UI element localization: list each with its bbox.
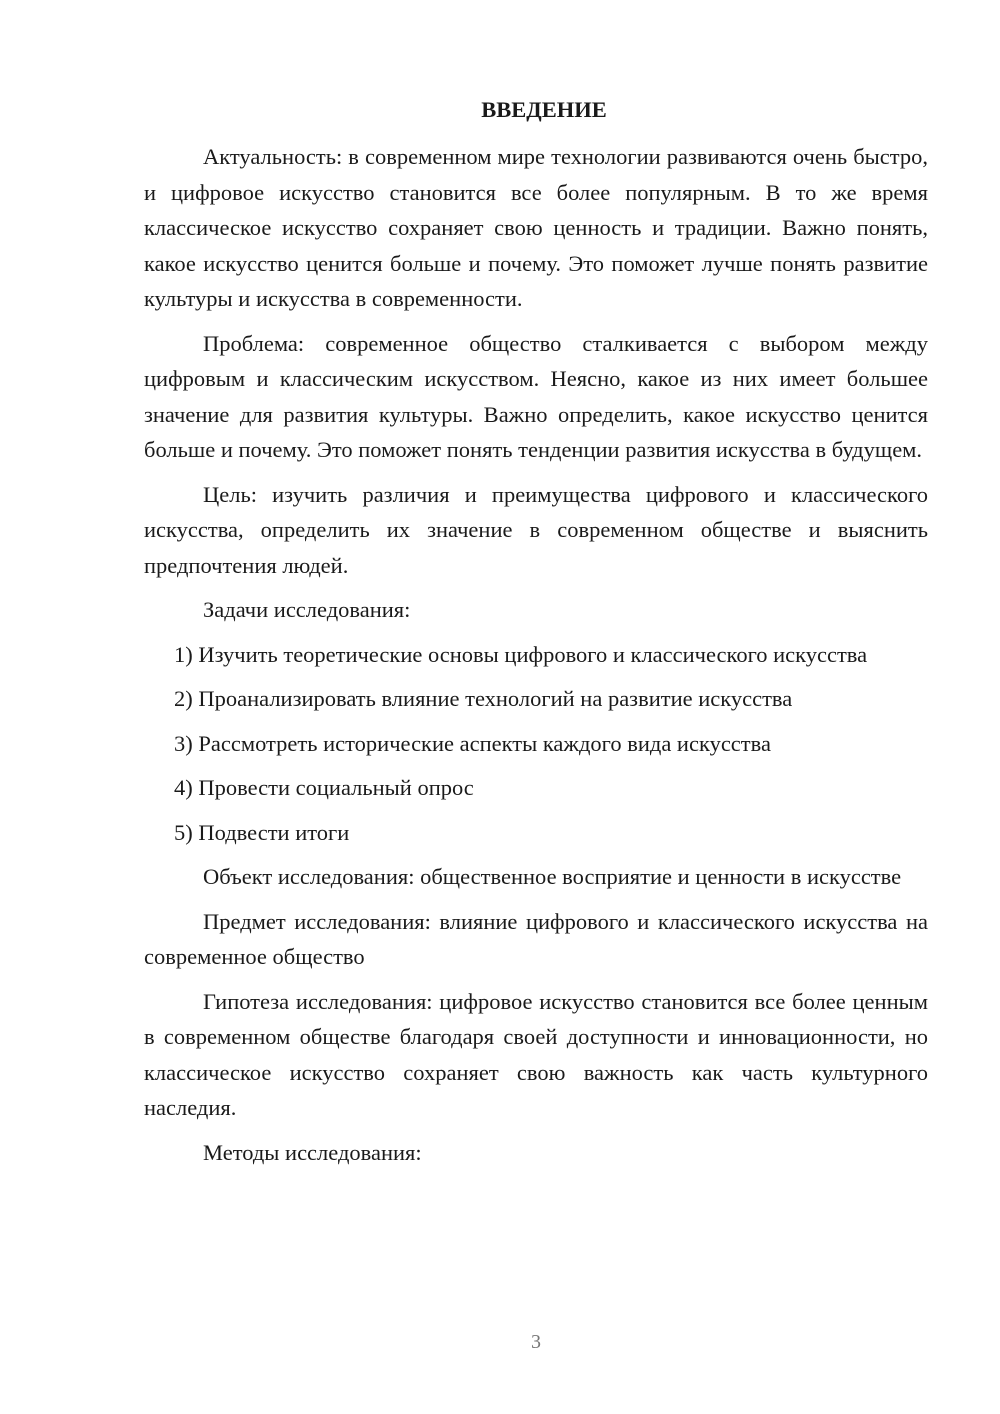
- page-number: 3: [531, 1331, 541, 1353]
- relevance-paragraph: Актуальность: в современном мире технологии развиваются очень быстро, и цифровое искусство становится все более популярным. В то же время классическое искусство сохраняет свою ценность и традиции. Важно понять, какое искусство ценится больше и почему. Это поможет лучше понять развитие культуры и искусства в современности.: [144, 144, 928, 311]
- task-item-5: 5) Подвести итоги: [174, 819, 350, 845]
- tasks-heading: Задачи исследования:: [203, 597, 411, 622]
- problem-paragraph: Проблема: современное общество сталкивается с выбором между цифровым и классическим искусством. Неясно, какое из них имеет большее значение для развития культуры. Важно определить, какое искусство ценится больше и почему. Это поможет понять тенденции развития искусства в будущем.: [144, 330, 928, 462]
- page-content: [144, 94, 928, 1179]
- methods-heading: Методы исследования:: [203, 1139, 422, 1165]
- goal-paragraph: Цель: изучить различия и преимущества цифрового и классического искусства, определить их значение в современном обществе и выяснить предпочтения людей.: [144, 481, 928, 578]
- subject-paragraph: Предмет исследования: влияние цифрового и классического искусства на современное общество: [144, 908, 928, 969]
- hypothesis-paragraph: Гипотеза исследования: цифровое искусство становится все более ценным в современном обществе благодаря своей доступности и инновационности, но классическое искусство сохраняет свою важность как часть культурного наследия.: [144, 988, 928, 1120]
- task-item-2: 2) Проанализировать влияние технологий на развитие искусства: [174, 686, 793, 711]
- object-paragraph: Объект исследования: общественное восприятие и ценности в искусстве: [203, 864, 902, 889]
- task-item-4: 4) Провести социальный опрос: [174, 775, 474, 800]
- section-title: ВВЕДЕНИЕ: [481, 97, 607, 122]
- task-item-3: 3) Рассмотреть исторические аспекты каждого вида искусства: [174, 730, 771, 756]
- task-item-1: 1) Изучить теоретические основы цифрового и классического искусства: [174, 641, 868, 667]
